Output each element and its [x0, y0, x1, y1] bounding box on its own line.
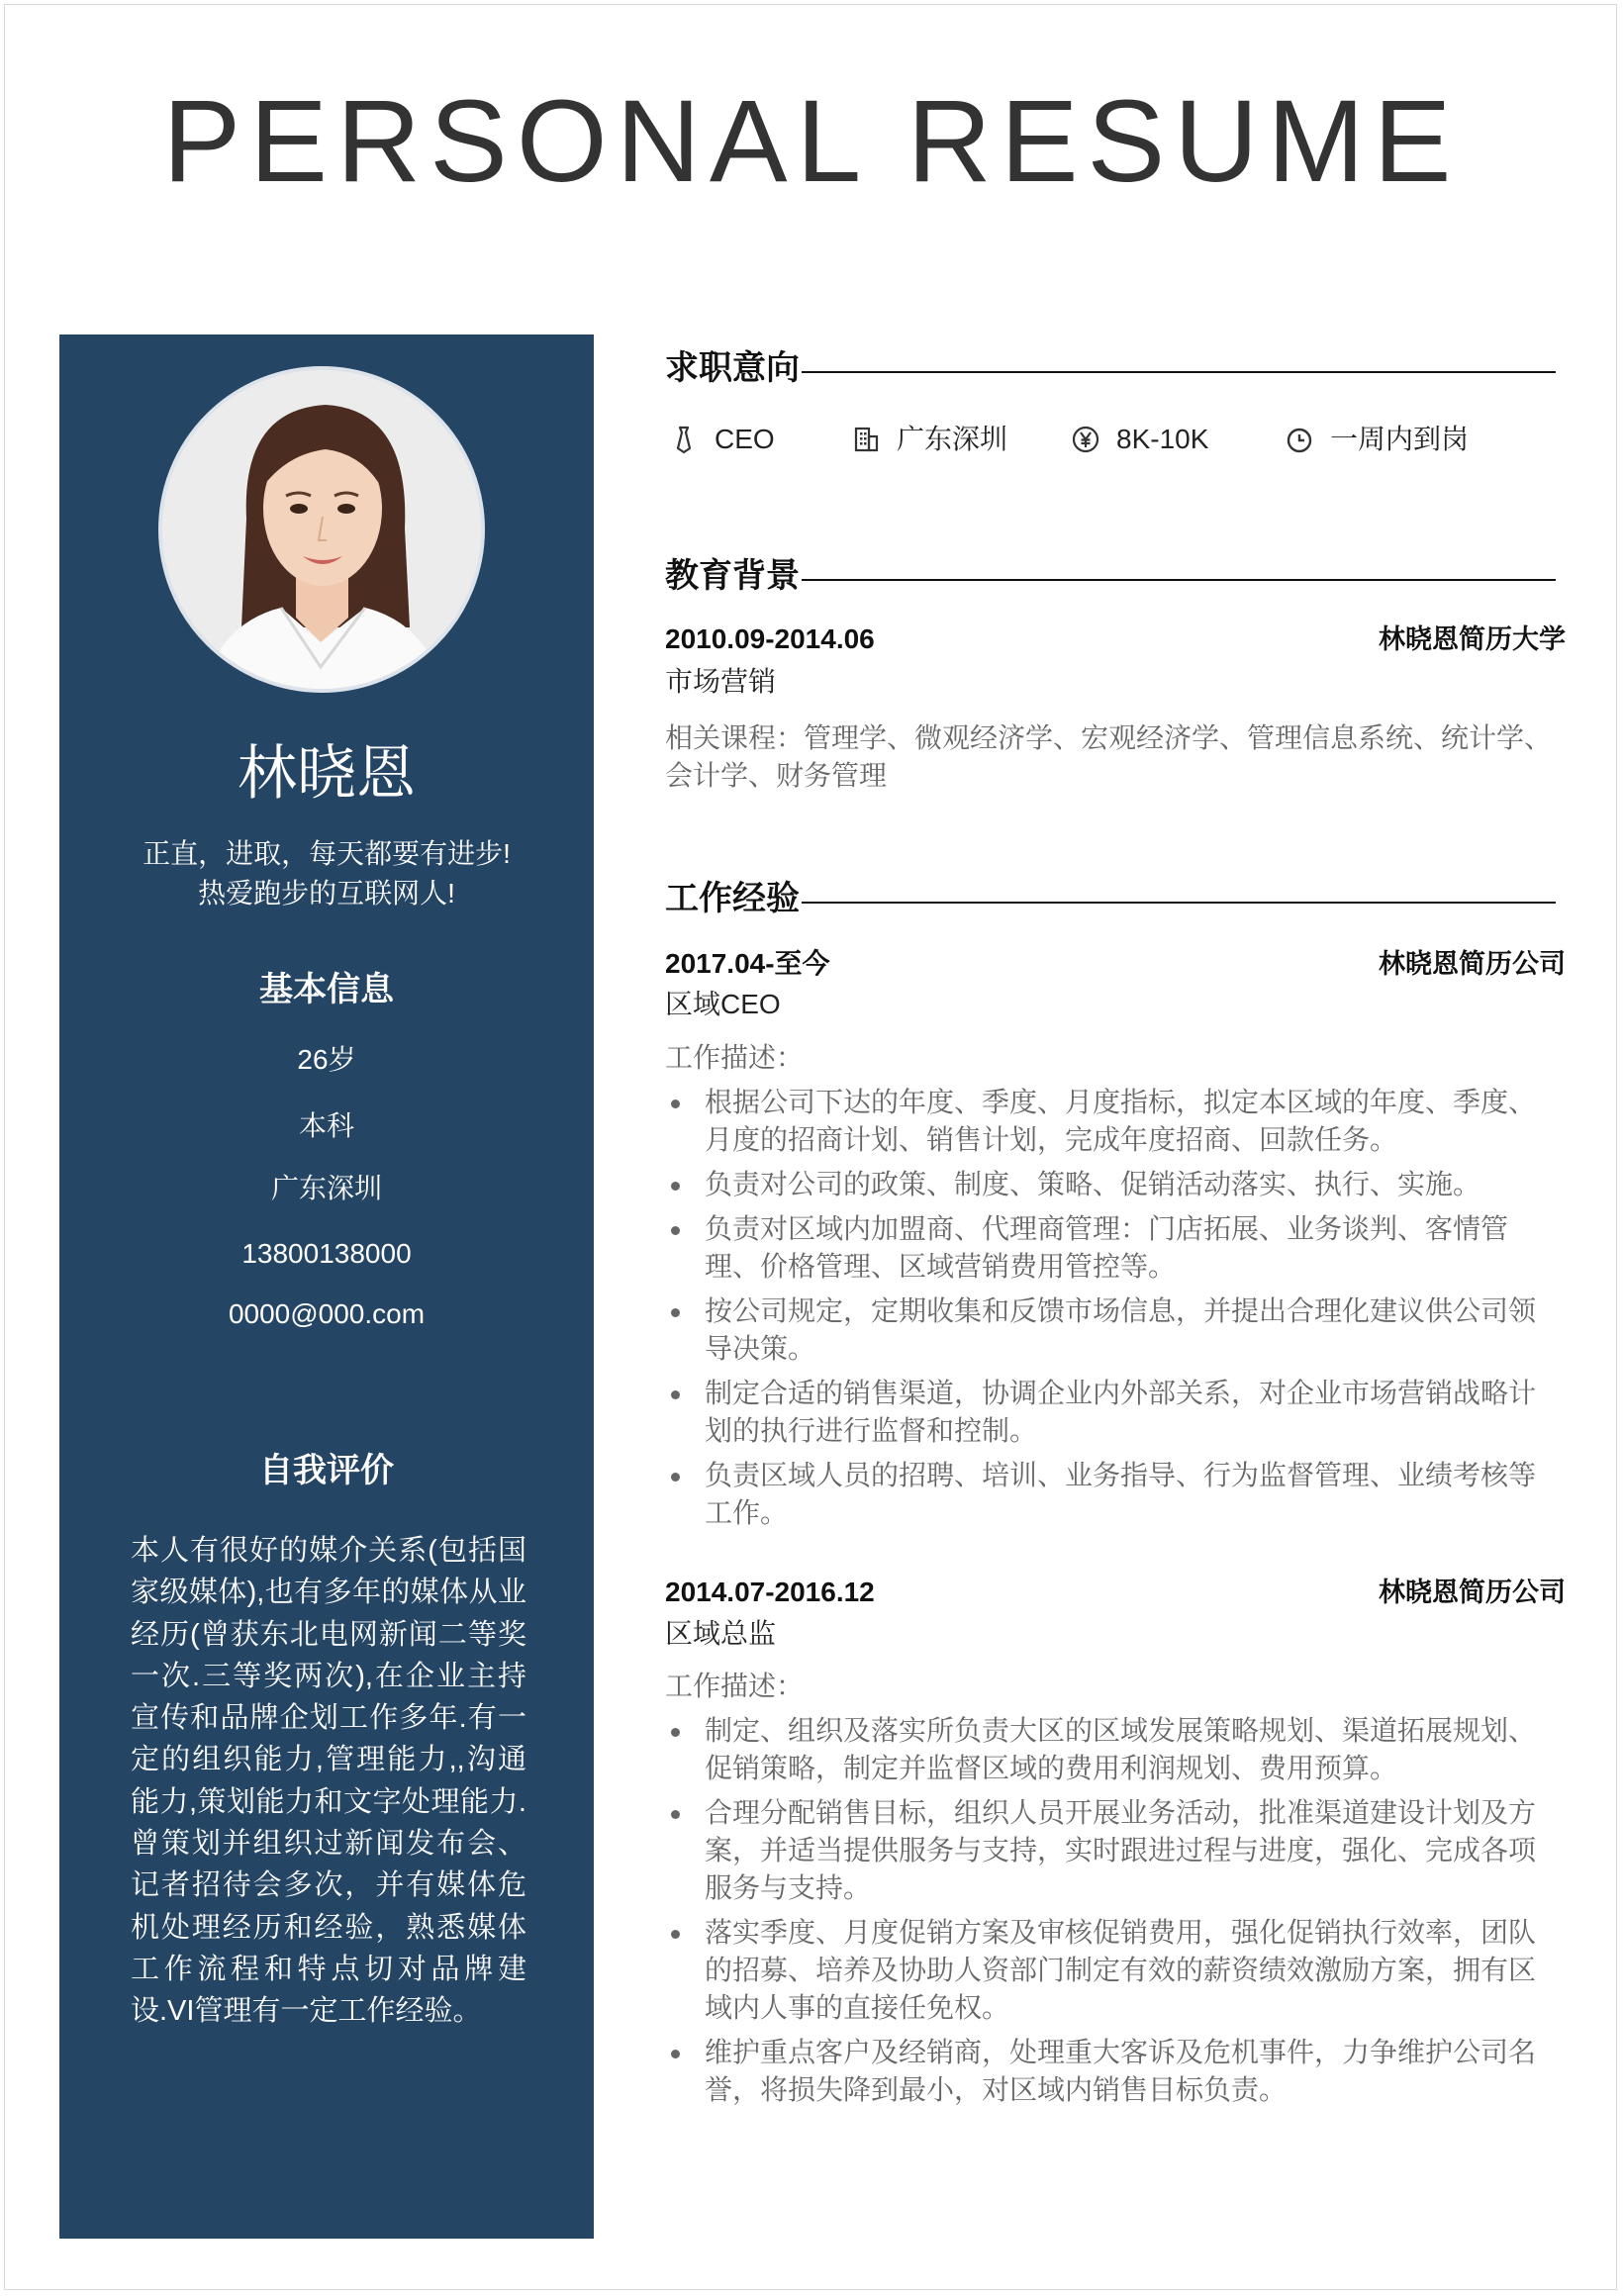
education-school: 林晓恩简历大学: [1379, 624, 1566, 654]
building-icon: [851, 425, 881, 454]
job-date: 2017.04-至今: [665, 948, 830, 979]
list-item: 负责对公司的政策、制度、策略、促销活动落实、执行、实施。: [665, 1166, 1556, 1203]
info-email: 0000@000.com: [228, 1298, 426, 1329]
list-item: 制定、组织及落实所负责大区的区域发展策略规划、渠道拓展规划、促销策略，制定并监督区域的费用利润规划、费用预算。: [665, 1712, 1556, 1787]
list-item: 维护重点客户及经销商，处理重大客诉及危机事件，力争维护公司名誉，将损失降到最小，对区域内销售目标负责。: [665, 2034, 1556, 2109]
job-position: 区域CEO: [665, 989, 781, 1019]
info-age: 26岁: [297, 1044, 356, 1075]
avatar: [158, 366, 485, 693]
list-item: 合理分配销售目标，组织人员开展业务活动，批准渠道建设计划及方案，并适当提供服务与支持，实时跟进过程与进度，强化、完成各项服务与支持。: [665, 1794, 1556, 1907]
sidebar: [59, 335, 594, 2239]
job-intent-row: [665, 420, 1566, 459]
info-phone: 13800138000: [241, 1238, 412, 1269]
intent-availability: [1285, 420, 1469, 459]
job-company: 林晓恩简历公司: [1379, 949, 1566, 979]
education-courses: 相关课程：管理学、微观经济学、宏观经济学、管理信息系统、统计学、会计学、财务管理: [665, 722, 1553, 791]
job-position: 区域总监: [665, 1618, 777, 1649]
list-item: 落实季度、月度促销方案及审核促销费用，强化促销执行效率，团队的招募、培养及协助人资部门制定有效的薪资绩效激励方案，拥有区域内人事的直接任免权。: [665, 1914, 1556, 2027]
intent-availability-text: 一周内到岗: [1330, 424, 1470, 454]
clock-icon: [1285, 425, 1314, 454]
job-bullets: [665, 1084, 1556, 1539]
motto-line: 热爱跑步的互联网人!: [198, 878, 455, 909]
list-item: 根据公司下达的年度、季度、月度指标，拟定本区域的年度、季度、月度的招商计划、销售计划，完成年度招商、回款任务。: [665, 1084, 1556, 1159]
intent-salary-text: 8K-10K: [1116, 424, 1209, 454]
job-desc-label: 工作描述：: [665, 1042, 805, 1073]
list-item: 制定合适的销售渠道，协调企业内外部关系，对企业市场营销战略计划的执行进行监督和控制。: [665, 1375, 1556, 1450]
education-section: [665, 552, 1556, 600]
intent-position: [669, 420, 775, 459]
education-date: 2010.09-2014.06: [665, 623, 875, 654]
education-major: 市场营销: [665, 666, 777, 697]
tie-icon: [669, 425, 699, 454]
job-intent-heading: 求职意向: [665, 344, 802, 392]
info-education: 本科: [298, 1110, 354, 1141]
job-bullets: [665, 1712, 1556, 2116]
info-location: 广东深圳: [270, 1173, 382, 1203]
motto-line: 正直，进取，每天都要有进步!: [143, 838, 511, 869]
list-item: 按公司规定，定期收集和反馈市场信息，并提出合理化建议供公司领导决策。: [665, 1292, 1556, 1368]
job-desc-label: 工作描述：: [665, 1671, 805, 1701]
job-date: 2014.07-2016.12: [665, 1577, 875, 1607]
education-heading: 教育背景: [665, 552, 802, 600]
intent-position-text: CEO: [715, 424, 775, 454]
basic-info-heading: 基本信息: [259, 971, 394, 1008]
yen-icon: [1071, 425, 1100, 454]
resume-title: PERSONAL RESUME: [162, 76, 1461, 207]
portrait-image: [162, 370, 481, 689]
work-heading: 工作经验: [665, 875, 802, 922]
intent-city-text: 广东深圳: [897, 424, 1008, 454]
job-company: 林晓恩简历公司: [1379, 1578, 1566, 1607]
self-eval-heading: 自我评价: [259, 1452, 394, 1489]
work-section: [665, 875, 1556, 922]
person-name: 林晓恩: [238, 740, 416, 807]
self-eval-text: 本人有很好的媒介关系(包括国家级媒体),也有多年的媒体从业经历(曾获东北电网新闻二等奖一次.三等奖两次),在企业主持宣传和品牌企划工作多年.有一定的组织能力,管理能力,,沟通能力,策划能力和文字处理能力.曾策划并组织过新闻发布会、记者招待会多次，并有媒体危机处理经历和经验，熟悉媒体工作流程和特点切对品牌建设.VI管理有一定工作经验。: [131, 1535, 526, 2028]
intent-salary: [1071, 420, 1208, 459]
list-item: 负责区域人员的招聘、培训、业务指导、行为监督管理、业绩考核等工作。: [665, 1457, 1556, 1532]
motto: [79, 834, 574, 913]
main-content: [665, 0, 1566, 2296]
list-item: 负责对区域内加盟商、代理商管理：门店拓展、业务谈判、客情管理、价格管理、区域营销费用管控等。: [665, 1210, 1556, 1286]
job-intent-section: [665, 344, 1556, 392]
intent-city: [851, 420, 1007, 459]
